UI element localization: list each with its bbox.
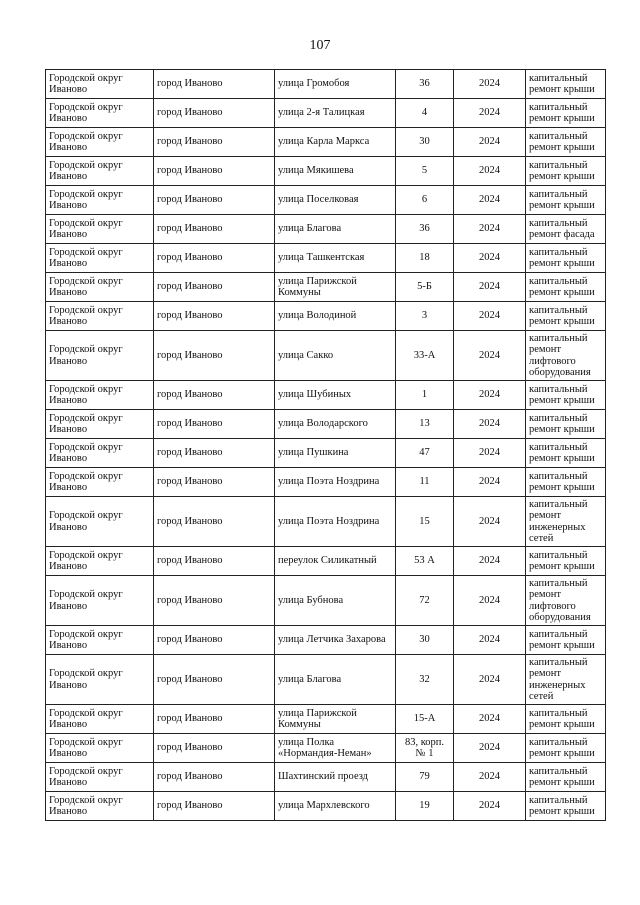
- house-number-cell: 5: [396, 157, 454, 186]
- house-number-cell: 83, корп. № 1: [396, 734, 454, 763]
- year-cell: 2024: [454, 244, 526, 273]
- year-cell: 2024: [454, 792, 526, 821]
- city-cell: город Иваново: [154, 439, 275, 468]
- year-cell: 2024: [454, 157, 526, 186]
- district-cell: Городской округ Иваново: [46, 705, 154, 734]
- city-cell: город Иваново: [154, 273, 275, 302]
- table-row: [46, 331, 606, 381]
- city-cell: город Иваново: [154, 157, 275, 186]
- city-cell: город Иваново: [154, 99, 275, 128]
- district-cell: Городской округ Иваново: [46, 381, 154, 410]
- table-row: [46, 215, 606, 244]
- city-cell: город Иваново: [154, 186, 275, 215]
- house-number-cell: 32: [396, 655, 454, 705]
- house-number-cell: 1: [396, 381, 454, 410]
- table-row: [46, 410, 606, 439]
- table-row: [46, 186, 606, 215]
- street-cell: улица Володиной: [275, 302, 396, 331]
- table-row: [46, 734, 606, 763]
- work-type-cell: капитальный ремонт лифтового оборудования: [526, 331, 606, 381]
- year-cell: 2024: [454, 763, 526, 792]
- city-cell: город Иваново: [154, 792, 275, 821]
- city-cell: город Иваново: [154, 734, 275, 763]
- district-cell: Городской округ Иваново: [46, 763, 154, 792]
- table-row: [46, 576, 606, 626]
- house-number-cell: 33-А: [396, 331, 454, 381]
- work-type-cell: капитальный ремонт крыши: [526, 273, 606, 302]
- year-cell: 2024: [454, 381, 526, 410]
- year-cell: 2024: [454, 468, 526, 497]
- district-cell: Городской округ Иваново: [46, 734, 154, 763]
- work-type-cell: капитальный ремонт крыши: [526, 381, 606, 410]
- district-cell: Городской округ Иваново: [46, 70, 154, 99]
- street-cell: переулок Силикатный: [275, 547, 396, 576]
- house-number-cell: 19: [396, 792, 454, 821]
- work-type-cell: капитальный ремонт инженерных сетей: [526, 497, 606, 547]
- house-number-cell: 4: [396, 99, 454, 128]
- city-cell: город Иваново: [154, 468, 275, 497]
- page-number: 107: [309, 38, 331, 53]
- street-cell: улица Ташкентская: [275, 244, 396, 273]
- work-type-cell: капитальный ремонт крыши: [526, 734, 606, 763]
- work-type-cell: капитальный ремонт крыши: [526, 626, 606, 655]
- year-cell: 2024: [454, 128, 526, 157]
- table-row: [46, 302, 606, 331]
- house-number-cell: 11: [396, 468, 454, 497]
- year-cell: 2024: [454, 626, 526, 655]
- district-cell: Городской округ Иваново: [46, 576, 154, 626]
- year-cell: 2024: [454, 186, 526, 215]
- street-cell: улица Громобоя: [275, 70, 396, 99]
- district-cell: Городской округ Иваново: [46, 157, 154, 186]
- work-type-cell: капитальный ремонт крыши: [526, 244, 606, 273]
- street-cell: улица Карла Маркса: [275, 128, 396, 157]
- district-cell: Городской округ Иваново: [46, 215, 154, 244]
- work-type-cell: капитальный ремонт крыши: [526, 410, 606, 439]
- table-body: [46, 70, 606, 821]
- work-type-cell: капитальный ремонт лифтового оборудования: [526, 576, 606, 626]
- housing-repair-table: [45, 69, 606, 821]
- year-cell: 2024: [454, 215, 526, 244]
- city-cell: город Иваново: [154, 626, 275, 655]
- district-cell: Городской округ Иваново: [46, 468, 154, 497]
- table-row: [46, 497, 606, 547]
- city-cell: город Иваново: [154, 655, 275, 705]
- city-cell: город Иваново: [154, 410, 275, 439]
- house-number-cell: 30: [396, 128, 454, 157]
- street-cell: улица 2-я Талицкая: [275, 99, 396, 128]
- house-number-cell: 6: [396, 186, 454, 215]
- street-cell: улица Володарского: [275, 410, 396, 439]
- work-type-cell: капитальный ремонт крыши: [526, 763, 606, 792]
- street-cell: улица Пушкина: [275, 439, 396, 468]
- district-cell: Городской округ Иваново: [46, 273, 154, 302]
- city-cell: город Иваново: [154, 705, 275, 734]
- street-cell: улица Мякишева: [275, 157, 396, 186]
- district-cell: Городской округ Иваново: [46, 128, 154, 157]
- table-row: [46, 439, 606, 468]
- year-cell: 2024: [454, 734, 526, 763]
- year-cell: 2024: [454, 655, 526, 705]
- street-cell: Шахтинский проезд: [275, 763, 396, 792]
- district-cell: Городской округ Иваново: [46, 497, 154, 547]
- house-number-cell: 30: [396, 626, 454, 655]
- year-cell: 2024: [454, 497, 526, 547]
- house-number-cell: 15-А: [396, 705, 454, 734]
- city-cell: город Иваново: [154, 576, 275, 626]
- year-cell: 2024: [454, 705, 526, 734]
- work-type-cell: капитальный ремонт крыши: [526, 439, 606, 468]
- table-row: [46, 244, 606, 273]
- district-cell: Городской округ Иваново: [46, 244, 154, 273]
- street-cell: улица Бубнова: [275, 576, 396, 626]
- work-type-cell: капитальный ремонт крыши: [526, 302, 606, 331]
- district-cell: Городской округ Иваново: [46, 186, 154, 215]
- work-type-cell: капитальный ремонт крыши: [526, 128, 606, 157]
- work-type-cell: капитальный ремонт крыши: [526, 468, 606, 497]
- table-row: [46, 763, 606, 792]
- district-cell: Городской округ Иваново: [46, 547, 154, 576]
- district-cell: Городской округ Иваново: [46, 99, 154, 128]
- work-type-cell: капитальный ремонт крыши: [526, 157, 606, 186]
- house-number-cell: 13: [396, 410, 454, 439]
- work-type-cell: капитальный ремонт крыши: [526, 547, 606, 576]
- table-row: [46, 705, 606, 734]
- city-cell: город Иваново: [154, 302, 275, 331]
- district-cell: Городской округ Иваново: [46, 439, 154, 468]
- house-number-cell: 3: [396, 302, 454, 331]
- table-row: [46, 99, 606, 128]
- table-row: [46, 547, 606, 576]
- city-cell: город Иваново: [154, 244, 275, 273]
- district-cell: Городской округ Иваново: [46, 655, 154, 705]
- street-cell: улица Поселковая: [275, 186, 396, 215]
- table-row: [46, 468, 606, 497]
- district-cell: Городской округ Иваново: [46, 302, 154, 331]
- table-row: [46, 381, 606, 410]
- street-cell: улица Поэта Ноздрина: [275, 497, 396, 547]
- district-cell: Городской округ Иваново: [46, 626, 154, 655]
- year-cell: 2024: [454, 99, 526, 128]
- house-number-cell: 72: [396, 576, 454, 626]
- house-number-cell: 36: [396, 215, 454, 244]
- house-number-cell: 36: [396, 70, 454, 99]
- work-type-cell: капитальный ремонт крыши: [526, 705, 606, 734]
- work-type-cell: капитальный ремонт крыши: [526, 186, 606, 215]
- house-number-cell: 47: [396, 439, 454, 468]
- work-type-cell: капитальный ремонт крыши: [526, 792, 606, 821]
- city-cell: город Иваново: [154, 763, 275, 792]
- street-cell: улица Благова: [275, 215, 396, 244]
- work-type-cell: капитальный ремонт крыши: [526, 99, 606, 128]
- district-cell: Городской округ Иваново: [46, 792, 154, 821]
- district-cell: Городской округ Иваново: [46, 410, 154, 439]
- year-cell: 2024: [454, 70, 526, 99]
- city-cell: город Иваново: [154, 128, 275, 157]
- table-row: [46, 70, 606, 99]
- city-cell: город Иваново: [154, 547, 275, 576]
- street-cell: улица Сакко: [275, 331, 396, 381]
- table-row: [46, 157, 606, 186]
- city-cell: город Иваново: [154, 497, 275, 547]
- street-cell: улица Летчика Захарова: [275, 626, 396, 655]
- work-type-cell: капитальный ремонт крыши: [526, 70, 606, 99]
- district-cell: Городской округ Иваново: [46, 331, 154, 381]
- year-cell: 2024: [454, 439, 526, 468]
- house-number-cell: 79: [396, 763, 454, 792]
- year-cell: 2024: [454, 576, 526, 626]
- city-cell: город Иваново: [154, 381, 275, 410]
- table-row: [46, 626, 606, 655]
- year-cell: 2024: [454, 331, 526, 381]
- house-number-cell: 15: [396, 497, 454, 547]
- street-cell: улица Благова: [275, 655, 396, 705]
- city-cell: город Иваново: [154, 215, 275, 244]
- work-type-cell: капитальный ремонт инженерных сетей: [526, 655, 606, 705]
- table-row: [46, 792, 606, 821]
- street-cell: улица Парижской Коммуны: [275, 273, 396, 302]
- table-row: [46, 128, 606, 157]
- city-cell: город Иваново: [154, 331, 275, 381]
- year-cell: 2024: [454, 410, 526, 439]
- table-row: [46, 655, 606, 705]
- house-number-cell: 53 А: [396, 547, 454, 576]
- street-cell: улица Полка «Нормандия-Неман»: [275, 734, 396, 763]
- table-row: [46, 273, 606, 302]
- street-cell: улица Мархлевского: [275, 792, 396, 821]
- street-cell: улица Поэта Ноздрина: [275, 468, 396, 497]
- street-cell: улица Шубиных: [275, 381, 396, 410]
- house-number-cell: 18: [396, 244, 454, 273]
- work-type-cell: капитальный ремонт фасада: [526, 215, 606, 244]
- house-number-cell: 5-Б: [396, 273, 454, 302]
- year-cell: 2024: [454, 273, 526, 302]
- street-cell: улица Парижской Коммуны: [275, 705, 396, 734]
- year-cell: 2024: [454, 547, 526, 576]
- year-cell: 2024: [454, 302, 526, 331]
- city-cell: город Иваново: [154, 70, 275, 99]
